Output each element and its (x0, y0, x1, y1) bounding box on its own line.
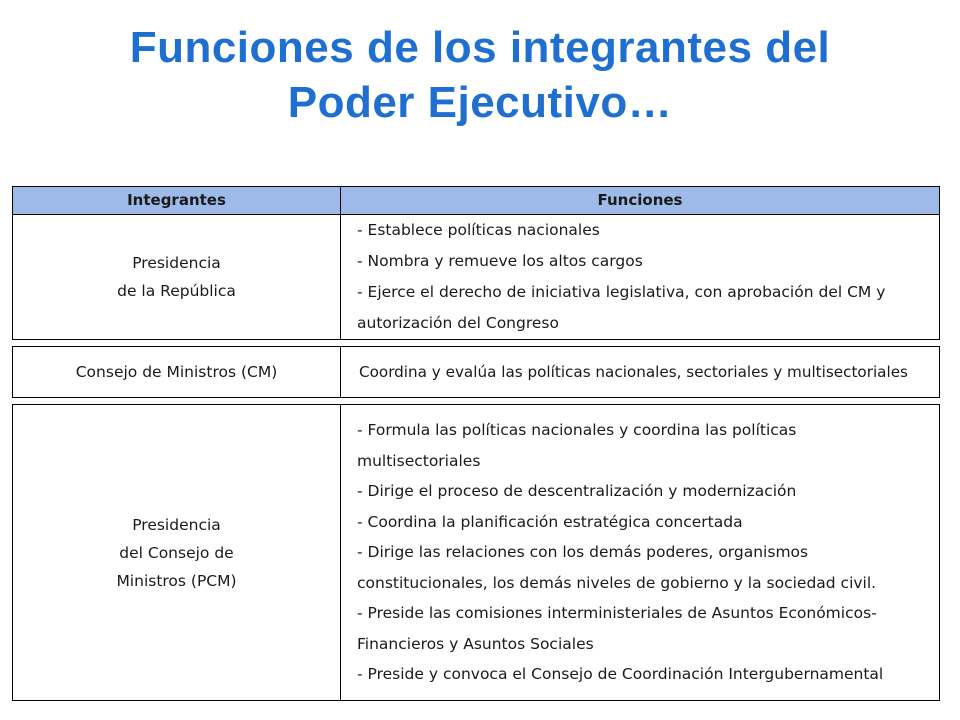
functions-cell (341, 405, 940, 701)
table-row (13, 405, 940, 701)
table-header-row (13, 187, 940, 215)
function-line: - Dirige las relaciones con los demás poderes, organismos (357, 543, 809, 562)
table-row (13, 215, 940, 340)
function-line: - Nombra y remueve los altos cargos (357, 252, 643, 270)
function-line: - Formula las políticas nacionales y coordina las políticas (357, 421, 797, 440)
function-line: Financieros y Asuntos Sociales (357, 634, 594, 653)
page-title-line-1: Funciones de los integrantes del (129, 23, 831, 72)
function-line: - Preside las comisiones interministeriales de Asuntos Económicos- (357, 604, 877, 623)
function-line: autorización del Congreso (357, 314, 559, 332)
function-line: - Preside y convoca el Consejo de Coordinación Intergubernamental (357, 665, 884, 684)
function-line: - Ejerce el derecho de iniciativa legislativa, con aprobación del CM y (357, 283, 886, 301)
function-line: - Dirige el proceso de descentralización y modernización (357, 482, 797, 501)
member-name-line: Presidencia (132, 254, 221, 272)
column-header-funciones: Funciones (341, 187, 940, 215)
page-title (0, 20, 960, 130)
column-header-integrantes: Integrantes (13, 187, 341, 215)
function-line: constitucionales, los demás niveles de gobierno y la sociedad civil. (357, 573, 877, 592)
member-name-line: del Consejo de (119, 543, 234, 562)
functions-table (12, 186, 940, 701)
function-line: multisectoriales (357, 451, 481, 470)
functions-cell (341, 347, 940, 398)
table-row (13, 347, 940, 398)
member-cell (13, 405, 341, 701)
page-title-line-2: Poder Ejecutivo… (287, 78, 673, 127)
member-cell (13, 347, 341, 398)
member-name-line: de la República (117, 282, 236, 300)
row-separator (13, 340, 940, 347)
member-cell (13, 215, 341, 340)
functions-cell (341, 215, 940, 340)
row-separator (13, 398, 940, 405)
member-name-line: Consejo de Ministros (CM) (75, 363, 278, 381)
member-name-line: Presidencia (132, 515, 221, 534)
function-line: - Coordina la planificación estratégica concertada (357, 512, 743, 531)
member-name-line: Ministros (PCM) (116, 571, 237, 590)
function-line: - Establece políticas nacionales (357, 221, 600, 239)
function-line: Coordina y evalúa las políticas nacionales, sectoriales y multisectoriales (359, 362, 908, 381)
